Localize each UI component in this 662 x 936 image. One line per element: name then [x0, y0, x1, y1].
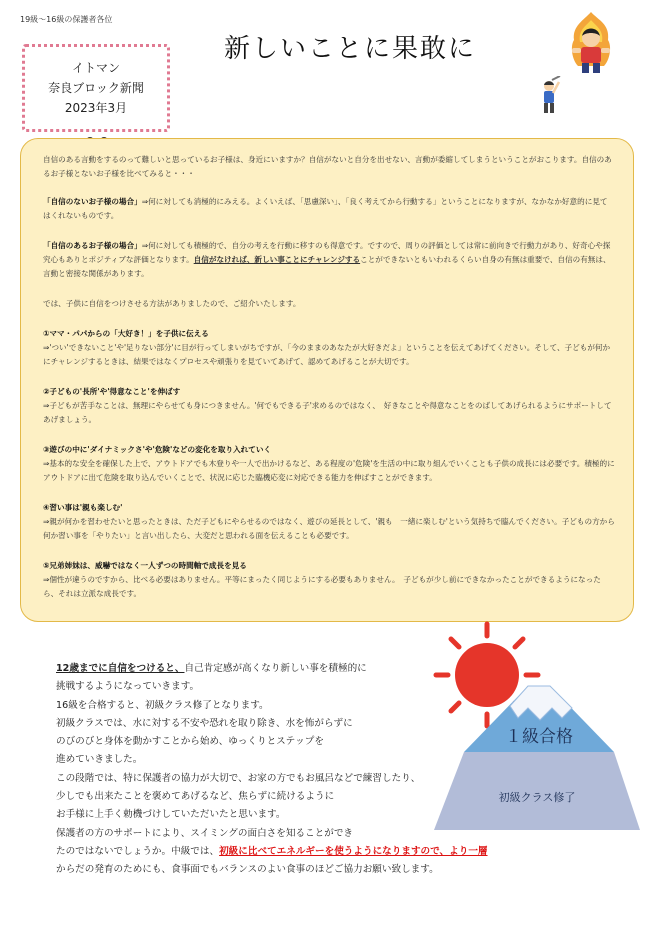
fired-up-boy-illustration	[566, 10, 616, 76]
tip-body: ⇒子どもが苦手なことは、無理にやらせても身につきません。'何でもできる子'求めるのではなく、 好きなことや得意なことをのばしてあげられるようにサポートしてあげましょう。	[43, 401, 612, 424]
audience-label: 19級〜16級の保護者各位	[20, 15, 113, 24]
summary-line10-pre: たのではないでしょうか。中級では、	[56, 845, 220, 857]
summary-line: 進めていきました。	[56, 754, 143, 766]
no-confidence-heading: 「自信のないお子様の場合」	[43, 197, 142, 206]
confidence-body-2: ことができないともいわれるくらい自身の有無は重要で、自信の有無は、言動と密接な関係があります。	[43, 255, 611, 278]
tip-heading: ⑤兄弟姉妹は、威嚇ではなく一人ずつの時間軸で成長を見る	[43, 561, 247, 570]
class-complete-label: 初級クラス修了	[498, 791, 576, 804]
confidence-body-1: ⇒何に対しても積極的で、自分の考えを行動に移すのも得意です。ですので、周りの評価としては常に前向きで行動力があり、好奇心や探究心もありとポジティブな評価となります。	[43, 241, 611, 264]
confidence-paragraph	[43, 239, 615, 281]
tip-heading: ①ママ・パパからの「大好き！」を子供に伝える	[43, 329, 209, 338]
tip-body: ⇒'つい'できないこと'や'足りない部分'に目が行ってしまいがちですが、「今のままのあなたが大好きだよ」ということを伝えてあげてください。そして、子どもが何かにチャレンジするときは、結果ではなくプロセスや頑張りを見ていてあげて、認めてあげることが大切です。	[43, 343, 611, 366]
newsletter-date: 2023年3月	[64, 101, 128, 115]
no-confidence-body: ⇒何に対しても消極的にみえる。よくいえば、「思慮深い」、「良く考えてから行動する」ということになりますが、なかなか好意的に見てはくれないものです。	[43, 197, 608, 220]
tip-body: ⇒個性が違うのですから、比べる必要はありません。平等にまったく同じようにする必要もありません。 子どもが少し前にできなかったことができるようになったら、それは立派な成長です。	[43, 575, 601, 598]
tip-item	[43, 559, 615, 601]
summary-line	[56, 843, 536, 861]
summary-line: 初級クラスでは、水に対する不安や恐れを取り除き、水を怖がらずに	[56, 717, 353, 729]
tip-item	[43, 443, 615, 485]
summary-red-emphasis: 初級に比べてエネルギーを使うようになりますので、より一層	[219, 845, 488, 857]
top-level-label: １級合格	[505, 727, 573, 747]
tip-item	[43, 385, 615, 427]
summary-lead-emphasis: 12歳までに自信をつけると、	[56, 663, 185, 674]
mountain-icon	[434, 686, 640, 830]
tips-panel	[20, 138, 634, 622]
summary-lead-rest: 自己肯定感が高くなり新しい事を積極的に	[184, 663, 367, 674]
intro-transition: では、子供に自信をつけさせる方法がありましたので、ご紹介いたします。	[43, 299, 301, 308]
summary-line: お手様に上手く勅機づけしていただいたと思います。	[56, 809, 286, 821]
tip-item	[43, 501, 615, 543]
newsletter-org: イトマン	[71, 61, 120, 75]
tip-body: ⇒親が何かを習わせたいと思ったときは、ただ子どもにやらせるのではなく、遊びの延長として、'親も 一緒に楽しむ'という気持ちで臨んでください。子どもの方から何か習い事を「やりたい」と言い出したら、大変だと思われる面を伝えることも必要です。	[43, 517, 615, 540]
tip-item	[43, 327, 615, 369]
newsletter-badge	[22, 44, 170, 132]
tip-body: ⇒基本的な安全を確保した上で、アウトドアでも木登りや一人で出かけるなど、ある程度の'危険'を生活の中に取り組んでいくことも子供の成長には必要です。積極的にアウトドアに出て危険を取り込んでいくことで、状況に応じた臨機応変に対応できる能力を伸ばすことができます。	[43, 459, 615, 482]
mountain-sun-illustration	[432, 620, 642, 835]
confidence-emphasis: 自信がなければ、新しい事ことにチャレンジする	[193, 255, 361, 264]
tip-heading: ②子どもの'長所'や'得意なこと'を伸ばす	[43, 387, 181, 396]
summary-line: 保護者の方のサポートにより、スイミングの面白さを知ることができ	[56, 827, 354, 839]
page-title: 新しいことに果敢に	[223, 34, 476, 64]
tip-heading: ③遊びの中に'ダイナミックさ'や'危険'などの変化を取り入れていく	[43, 445, 272, 454]
summary-line: のびのびと身体を動かすことから始め、ゆっくりとステップを	[56, 736, 324, 748]
newsletter-name: 奈良ブロック新聞	[48, 81, 144, 95]
summary-line: 16級を合格すると、初級クラス修了となります。	[56, 699, 269, 711]
intro-paragraph: 自信のある言動をするのって難しいと思っているお子様は、身近にいますか？自信がないと自分を出せない、言動が委縮してしまうということがおこります。自信のあるお子様とないお子様を比べてみると・・・	[43, 155, 612, 178]
tip-heading: ④習い事は'親も楽しむ'	[43, 503, 123, 512]
confidence-heading: 「自信のあるお子様の場合」	[43, 241, 142, 250]
summary-line: からだの発育のためにも、食事面でもバランスのよい食事のほどご協力お願い致します。	[56, 864, 439, 876]
summary-line: 少しでも出来たことを褒めてあげるなど、焦らずに続けるように	[56, 791, 335, 803]
summary-line: この段階では、特に保護者の協力が大切で、お家の方でもお風呂などで練習したり、	[56, 772, 421, 784]
explorer-illustration	[536, 76, 564, 116]
summary-line: 挑戦するようになっていきます。	[56, 681, 200, 693]
no-confidence-paragraph	[43, 195, 615, 223]
